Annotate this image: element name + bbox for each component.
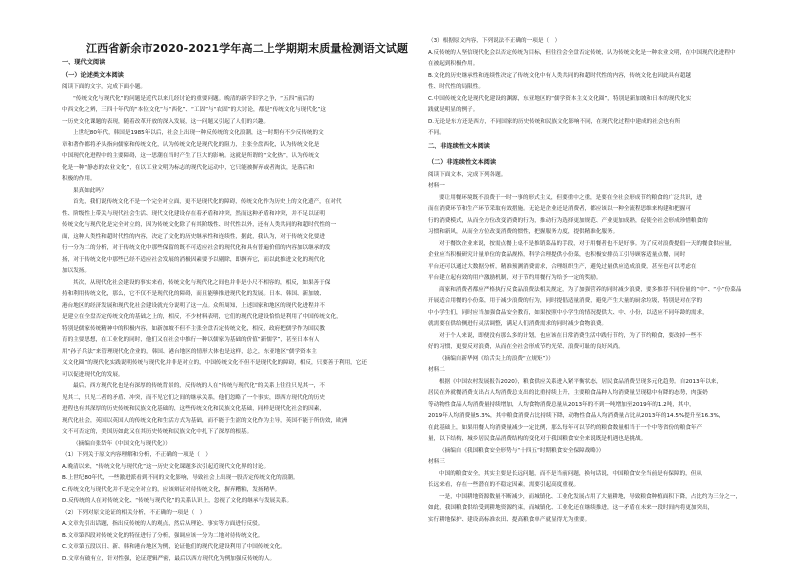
answer-option: C.传统文化与现代化并不是完全对立的，应该辩证对待传统文化，摒弃糟粕，发扬精华。	[62, 485, 406, 497]
text-line: 其次，从现代化社会建设的事实来看，传统文化与现代化之间也并非是小尺不相容的，相反，如果善于保	[62, 278, 406, 290]
answer-option: D.无论是东方还是西方，不同国家的历史传统和民族文化影响不同，在现代化过程中建成的社会也有所	[428, 117, 772, 129]
text-line: 持和利用传统文化，那么，它不仅不是现代化的障碍，而且能够推进现代化的发展。日本、韩国、新加坡、	[62, 289, 406, 301]
paragraph	[62, 197, 406, 278]
text-line: 首先，我们说传统文化不是一个完全对立面，更不是现代化的障碍，传统文化作为历史上的文化遗产，在对代	[62, 197, 406, 209]
answer-option: A.反传统的人坚信现代化会以否定传统为目标，但往往会全盘否定传统，认为传统文化是一种农业文明，在中国现代化进程中	[428, 48, 772, 60]
text-line: 传统文化与现代化是完全对立的，因为传统文化除了有其阶级性、时代性以外，还有人类共同的和超时代性的一	[62, 220, 406, 232]
answer-option: 在被起到积极作用。	[428, 59, 772, 71]
question-block	[62, 450, 406, 508]
text-line: 可以促进现代化的发展。	[62, 370, 406, 382]
material-title: 材料一	[428, 181, 772, 193]
left-column	[62, 36, 406, 548]
source-note: （摘编自张岱年《中国文化与现代化》）	[62, 439, 406, 451]
paragraph	[428, 239, 772, 285]
section-heading: 一、现代文阅读	[62, 57, 406, 69]
paragraph	[62, 278, 406, 382]
text-line: 用“孙子兵法”来管理现代化企业的，韩国、港台地区的情形大体也是这样，总之，东亚地区“儒学资本主	[62, 347, 406, 359]
text-line: 在此基础上，如果用餐人均消费量减少一定比例，那么每年可以节约的粮食数量相当于一个中等省份的粮食年产	[428, 423, 772, 435]
answer-option: B.文章第四段对传统文化的特征进行了分析，强调应该一分为二地对待传统文化。	[62, 531, 406, 543]
answer-option: A.文章先引出话题，指出反传统的人的观点，然后从理论、事实等方面进行反驳。	[62, 519, 406, 531]
text-line: 好的习惯，更要反对浪费，从而在全社会形成节约光荣、浪费可耻的良好风尚。	[428, 342, 772, 354]
paragraph	[62, 381, 406, 439]
text-line: 等动物性食品人均消费量持续增加，人均食物消费总量从2013年的不到一吨增加至2019年的1.2吨，其中，	[428, 400, 772, 412]
text-line: 进程也有其深厚的历史传统和民族文化基础的，这些传统文化和民族文化基础，同样是现代化社会的因素，	[62, 404, 406, 416]
reading-instruction: 阅读下面文本，完成下列各题。	[428, 170, 772, 182]
text-line: 章和著作都将矛头指向儒家和传统文化，认为传统文化是现代化的阻力，主张全盘西化，认为传统文化是	[62, 140, 406, 152]
text-line: 如此，我国粮食供给受到耕地资源约束，而城镇化、工业化还在继续推进，这一矛盾在未来一段时间内将更加突出，	[428, 503, 772, 515]
text-line: 而在消费环节和生产环节采取有效措施。无论是企业还是消费者，都应该以一种全流程思维来构建和把握可	[428, 204, 772, 216]
text-line: 见其二，只见二者的矛盾、冲突，而不见它们之间的继承关系，他们忽略了一个事实，即西方现代化的历史	[62, 393, 406, 405]
text-line: 量，以下结构，城乡居民食品消费结构的变化对于我国粮食安全来说既是机遇也是挑战。	[428, 434, 772, 446]
text-line: 面，这种人类性和超时代性的内容，决定了文化的历史继承性和连续性，据此，我认为，对于传统文化要进	[62, 232, 406, 244]
text-line: 平台建立起有效的用户激励机制，对于节约用餐行为给予一定的奖励。	[428, 273, 772, 285]
paragraph	[428, 377, 772, 446]
text-line: 一历史文化课题的表现，随着改革开放的深入发展，这一问题又引起了人们的兴趣。	[62, 117, 406, 129]
text-line: 扬，对于传统文化中那些已经不适应社会发展的消极因素要予以剔除，即摒弃它，而以此推进文化的现代化	[62, 255, 406, 267]
material-title: 材料二	[428, 365, 772, 377]
paragraph	[62, 128, 406, 186]
answer-option: B.上世纪80年代，一些激进派看到不同的文化影响，导致社会上出现一股否定传统文化的浪潮。	[62, 473, 406, 485]
text-line: 商家和消费者都应严格执行反食品浪费法相关规定，为了加强营养的同时减少浪费，要多推荐不同份量的“中”、“小”份菜品	[428, 285, 772, 297]
paragraph	[62, 94, 406, 129]
answer-option: D.反传统的人在对传统文化、“传统与现代化”的关系认识上，忽视了文化的继承与发展关系。	[62, 496, 406, 508]
text-line: 一是，中国耕地资源数量不断减少，而城镇化、工业化发展占用了大量耕地，导致粮食种植面积下降，占比约为三分之一，	[428, 492, 772, 504]
reading-instruction: 阅读下面的文字，完成下面小题。	[62, 82, 406, 94]
section-heading: 二、非连续性文本阅读	[428, 141, 772, 153]
material-title: 材料三	[428, 457, 772, 469]
text-line: 文不可否定的，美国历如此又在其历史传统和民族文化中扎下了深厚的根基。	[62, 427, 406, 439]
text-line: 是建立在全盘否定传统文化的基础之上的，相反，不少材料表明，它们的现代化建设恰恰是利用了中国传统文化，	[62, 312, 406, 324]
text-line: 就需要在供给侧进行灵活调整，满足人们消费需求的同时减少食物浪费。	[428, 319, 772, 331]
text-line: 对于餐饮企业来说，按需点餐上桌不是推销菜品的手段，对于用餐者也不是好事。为了反对浪费提倡一天的餐食供应量，	[428, 239, 772, 251]
answer-option: 性、时代性的局限性。	[428, 82, 772, 94]
text-line: 育的主要思想，在工业化的同时，他们又在社会中推行一种以儒家为基础的价值“新儒学”，甚至日本有人	[62, 335, 406, 347]
text-line: 平台还可以通过大数据分析，精准预测消费需求，合理组织生产，避免过量供应造成浪费，甚至也可以考虑在	[428, 262, 772, 274]
text-line: 行的消费模式，从而全方位改变消费的行为，推动行为选择更加规范、产业更加成熟，促使全社会形成珍惜粮食的	[428, 216, 772, 228]
paragraph	[428, 285, 772, 331]
text-line: 特别是儒家传统精神中的积极内容，如新加坡不但不主张全盘否定传统文化，相反，政府把儒学作为国民教	[62, 324, 406, 336]
text-line: 最后，西方现代化也是有深厚的传统背景的，反传统的人在“传统与现代化”的关系上往往只见其一，不	[62, 381, 406, 393]
subsection-heading: （二）非连续性文本阅读	[428, 157, 772, 169]
text-line: 中西文化之辨，三四十年代的“本位文化”与“西化”、“工固”与“农固”的大讨论，都是“传统文化与现代化”这	[62, 105, 406, 117]
right-column	[428, 36, 772, 548]
paragraph	[428, 331, 772, 354]
text-line: 化是一种“静态的农业文化”，在以工业文明为标志的现代化运动中，它只能被摒弃或者淘汰，是落后和	[62, 163, 406, 175]
paragraph	[428, 492, 772, 527]
text-line: 企业应当积极研究计量单位的食品规格，科学合理提供小份菜，也积极安排员工引导顾客适量点餐，同时	[428, 250, 772, 262]
text-line: “传统文化与现代化”的问题是近代以来几经讨论的重要问题。晚清的新学旧学之争，“五四”前后的	[62, 94, 406, 106]
text-line: 居民在外就餐消费支出占人均消费总支出的比重持续上升，主要粮食品种人均消费量呈现稳中有降的态势，肉蛋奶	[428, 388, 772, 400]
text-line: 行一分为二的分析，对于传统文化中那些保留的既不可适应社会的现代化和具有普遍价值的内容加以继承的发	[62, 243, 406, 255]
text-line: 2019年人均消费量5.3%，其中粮食消费占比持续下降，动物性食品人均消费量占比从2013年的14.5%提升至16.3%，	[428, 411, 772, 423]
text-line: 对于个人来说，即便没有那么多的计划，也应该在日常消费生活中践行节约，为了节约粮食，要改掉一些不	[428, 331, 772, 343]
question-stem: （2）下列对原文论证的相关分析，不正确的一项是（ ）	[62, 508, 406, 520]
text-line: 要让用餐环境既不浪费于一时一事的形式主义，但要重中之重，是要在全社会形成节约粮食的广泛共识，进	[428, 193, 772, 205]
text-line: 港台地区的经济发展和现代化社会建设就充分说明了这一点。众所周知，上述国家和地区的现代化进程并不	[62, 301, 406, 313]
text-line: 上世纪80年代，韩国是1985年以后，社会上出现一种反传统的文化浪潮，这一时期有不少反传统的文	[62, 128, 406, 140]
text-line: 实行耕地保护、建设高标准农田、提高粮食单产就显得尤为重要。	[428, 515, 772, 527]
question-block	[62, 508, 406, 565]
text-line: 加以发扬。	[62, 266, 406, 278]
source-note: （摘编自《我国粮食安全形势与“十四五”时期粮食安全保障战略》）	[428, 446, 772, 458]
answer-option: 践就是明显的例子。	[428, 105, 772, 117]
answer-option: B.文化的历史继承性和连续性决定了传统文化中有人类共同的和超时代性的内容，传统文化也因此具有超越	[428, 71, 772, 83]
text-line: 开展适合用餐的小份菜，用于减少浪费的行为，同时提倡适量消费，避免产生大量的厨余垃圾，特别是对在学的	[428, 296, 772, 308]
text-line: 长远来看，存在一些潜在的不稳定因素，需要引起高度重视。	[428, 480, 772, 492]
question-stem: （3）根据原文内容，下列说法不正确的一项是（ ）	[428, 36, 772, 48]
text-line: 中小学生们，同时应当加强食品安全教育，如果按照中小学生的情况提供大、中、小份，以适应不同年龄的需求，	[428, 308, 772, 320]
question-block	[428, 36, 772, 140]
text-line: 义文化圈”的现代化实践说明传统与现代化并非是对立的，中国传统文化不但不是现代化的障碍，相反，只要善于利用，它还	[62, 358, 406, 370]
answer-option: C.文章第五段以日、新、韩和港台地区为例，论证他们的现代化建设利用了中国传统文化。	[62, 542, 406, 554]
text-line: 根据《中国农村发展报告2020》，粮食供应关系进入紧平衡状态，居民食品消费呈现多元化趋势。自2013年以来，	[428, 377, 772, 389]
text-line: 中国现代化进程中的主要障碍，这一思潮在当时产生了巨大的影响。这就是所谓的“文化热”，认为传统文	[62, 151, 406, 163]
source-note: （摘编自新华网《给舌尖上的浪费“立规矩”》）	[428, 354, 772, 366]
answer-option: A.晚清以来，“传统文化与现代化”这一历史文化课题多次引起近现代文化界的讨论。	[62, 462, 406, 474]
text-line: 积极的作用。	[62, 174, 406, 186]
text-line: 现代化社会，英国以英国人的传统文化和生活方式为基础，而不能于生涩的文化作为主导，英国不能于所仿效，欧洲	[62, 416, 406, 428]
exam-title: 江西省新余市2020-2021学年高二上学期期末质量检测语文试题	[86, 40, 386, 56]
answer-option: 不同。	[428, 128, 772, 140]
text-line: 性、阶级性上带关与现代社会生活、现代文化建设存在着矛盾和冲突，然而这种矛盾和冲突，并不足以证明	[62, 209, 406, 221]
subsection-heading: （一）论述类文本阅读	[62, 70, 406, 82]
paragraph	[428, 469, 772, 492]
text-line: 中国的粮食安全，其实主要是长远问题，而不是当前问题，换句话说，中国粮食安全当前是有保障的，但从	[428, 469, 772, 481]
answer-option: C.中国传统文化是现代化建设的渊源，东亚地区的“儒学资本主义文化圈”，特别是新加坡和日本的现代化实	[428, 94, 772, 106]
paragraph	[428, 193, 772, 239]
text-line: 习惯和新风，从而全方位改变消费的惯性，把握服务力度，提供精准化服务。	[428, 227, 772, 239]
question-line: 果真如此吗？	[62, 186, 406, 198]
answer-option: D.文章有破有立，针对性强，论证逻辑严密，最后以西方现代化为例加强反传统的人。	[62, 554, 406, 565]
question-stem: （1）下列关于原文内容理解和分析，不正确的一项是（ ）	[62, 450, 406, 462]
